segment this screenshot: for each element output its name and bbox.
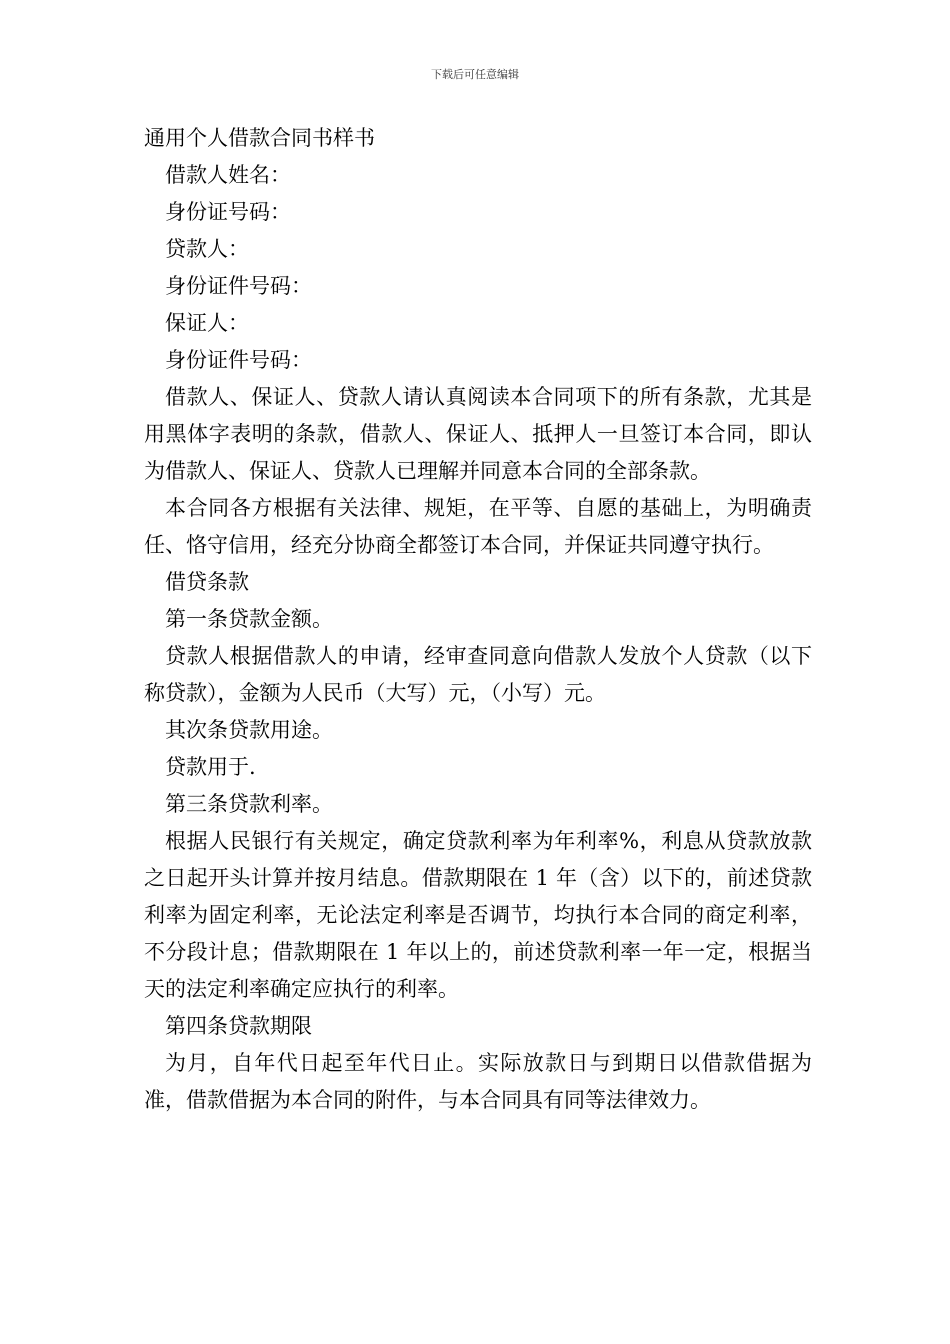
- intro-paragraph-1: 借款人、保证人、贷款人请认真阅读本合同项下的所有条款，尤其是用黑体字表明的条款，借款人、保证人、抵押人一旦签订本合同，即认为借款人、保证人、贷款人已理解并同意本合同的全部条款。: [144, 385, 812, 483]
- document-body: [144, 120, 812, 1119]
- guarantor-id-field: 身份证件号码：: [165, 348, 312, 372]
- article-3-heading: 第三条贷款利率。: [165, 792, 333, 816]
- article-2-body: 贷款用于.: [165, 755, 256, 779]
- article-1-body: 贷款人根据借款人的申请，经审查同意向借款人发放个人贷款（以下称贷款），金额为人民币（大写）元，（小写）元。: [144, 644, 812, 705]
- document-title: 通用个人借款合同书样书: [144, 126, 375, 150]
- article-1-heading: 第一条贷款金额。: [165, 607, 333, 631]
- lender-id-field: 身份证件号码：: [165, 274, 312, 298]
- article-3-body: 根据人民银行有关规定，确定贷款利率为年利率%，利息从贷款放款之日起开头计算并按月结息。借款期限在 1 年（含）以下的，前述贷款利率为固定利率，无论法定利率是否调节，均执行本合同的商定利率，不分段计息；借款期限在 1 年以上的，前述贷款利率一年一定，根据当天的法定利率确定应执行的利率。: [144, 829, 812, 1001]
- borrower-name-field: 借款人姓名：: [165, 163, 291, 187]
- article-4-heading: 第四条贷款期限: [165, 1014, 312, 1038]
- borrower-id-field: 身份证号码：: [165, 200, 291, 224]
- intro-paragraph-2: 本合同各方根据有关法律、规矩，在平等、自愿的基础上，为明确责任、恪守信用，经充分协商全都签订本合同，并保证共同遵守执行。: [144, 496, 812, 557]
- lender-field: 贷款人：: [165, 237, 249, 261]
- article-4-body: 为月，自年代日起至年代日止。实际放款日与到期日以借款借据为准，借款借据为本合同的附件，与本合同具有同等法律效力。: [144, 1051, 812, 1112]
- article-2-heading: 其次条贷款用途。: [165, 718, 333, 742]
- section-title: 借贷条款: [165, 570, 249, 594]
- guarantor-field: 保证人：: [165, 311, 249, 335]
- page-header: 下载后可任意编辑: [431, 68, 519, 81]
